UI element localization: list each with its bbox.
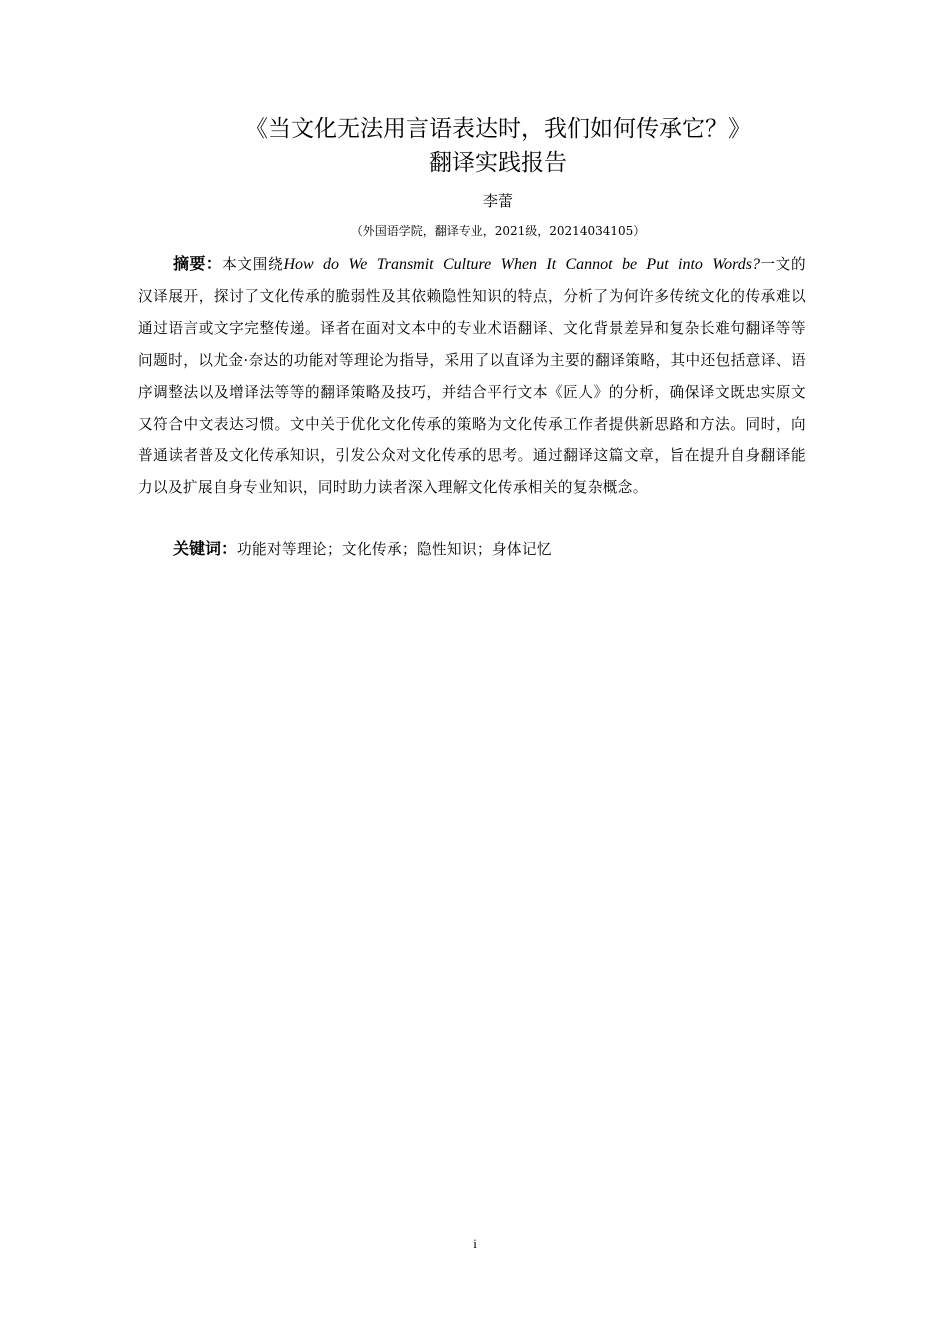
- keywords-paragraph: [138, 534, 806, 565]
- author-affiliation: （外国语学院，翻译专业，2021级，20214034105）: [350, 224, 646, 238]
- abstract-paragraph: [138, 248, 806, 504]
- author-name: 李蕾: [482, 192, 513, 210]
- page-number: i: [473, 1236, 477, 1251]
- title-block: [138, 112, 858, 240]
- keywords-label: 关键词：: [173, 539, 238, 558]
- abstract-label: 摘要：: [173, 254, 223, 273]
- document-title-line-2: 翻译实践报告: [429, 150, 567, 176]
- document-title-line-1: 《当文化无法用言语表达时，我们如何传承它？》: [245, 116, 751, 142]
- keywords-text: 功能对等理论；文化传承；隐性知识；身体记忆: [237, 541, 552, 558]
- abstract-text-before-title: 本文围绕: [222, 256, 284, 273]
- abstract-text-body: 一文的汉译展开，探讨了文化传承的脆弱性及其依赖隐性知识的特点，分析了为何许多传统文化的传承难以通过语言或文字完整传递。译者在面对文本中的专业术语翻译、文化背景差异和复杂长难句翻译等等问题时，以尤金·奈达的功能对等理论为指导，采用了以直译为主要的翻译策略，其中还包括意译、语序调整法以及增译法等等的翻译策略及技巧，并结合平行文本《匠人》的分析，确保译文既忠实原文又符合中文表达习惯。文中关于优化文化传承的策略为文化传承工作者提供新思路和方法。同时，向普通读者普及文化传承知识，引发公众对文化传承的思考。通过翻译这篇文章，旨在提升自身翻译能力以及扩展自身专业知识，同时助力读者深入理解文化传承相关的复杂概念。: [138, 256, 806, 497]
- source-article-title: How do We Transmit Culture When It Cannot be Put into Words?: [283, 256, 760, 273]
